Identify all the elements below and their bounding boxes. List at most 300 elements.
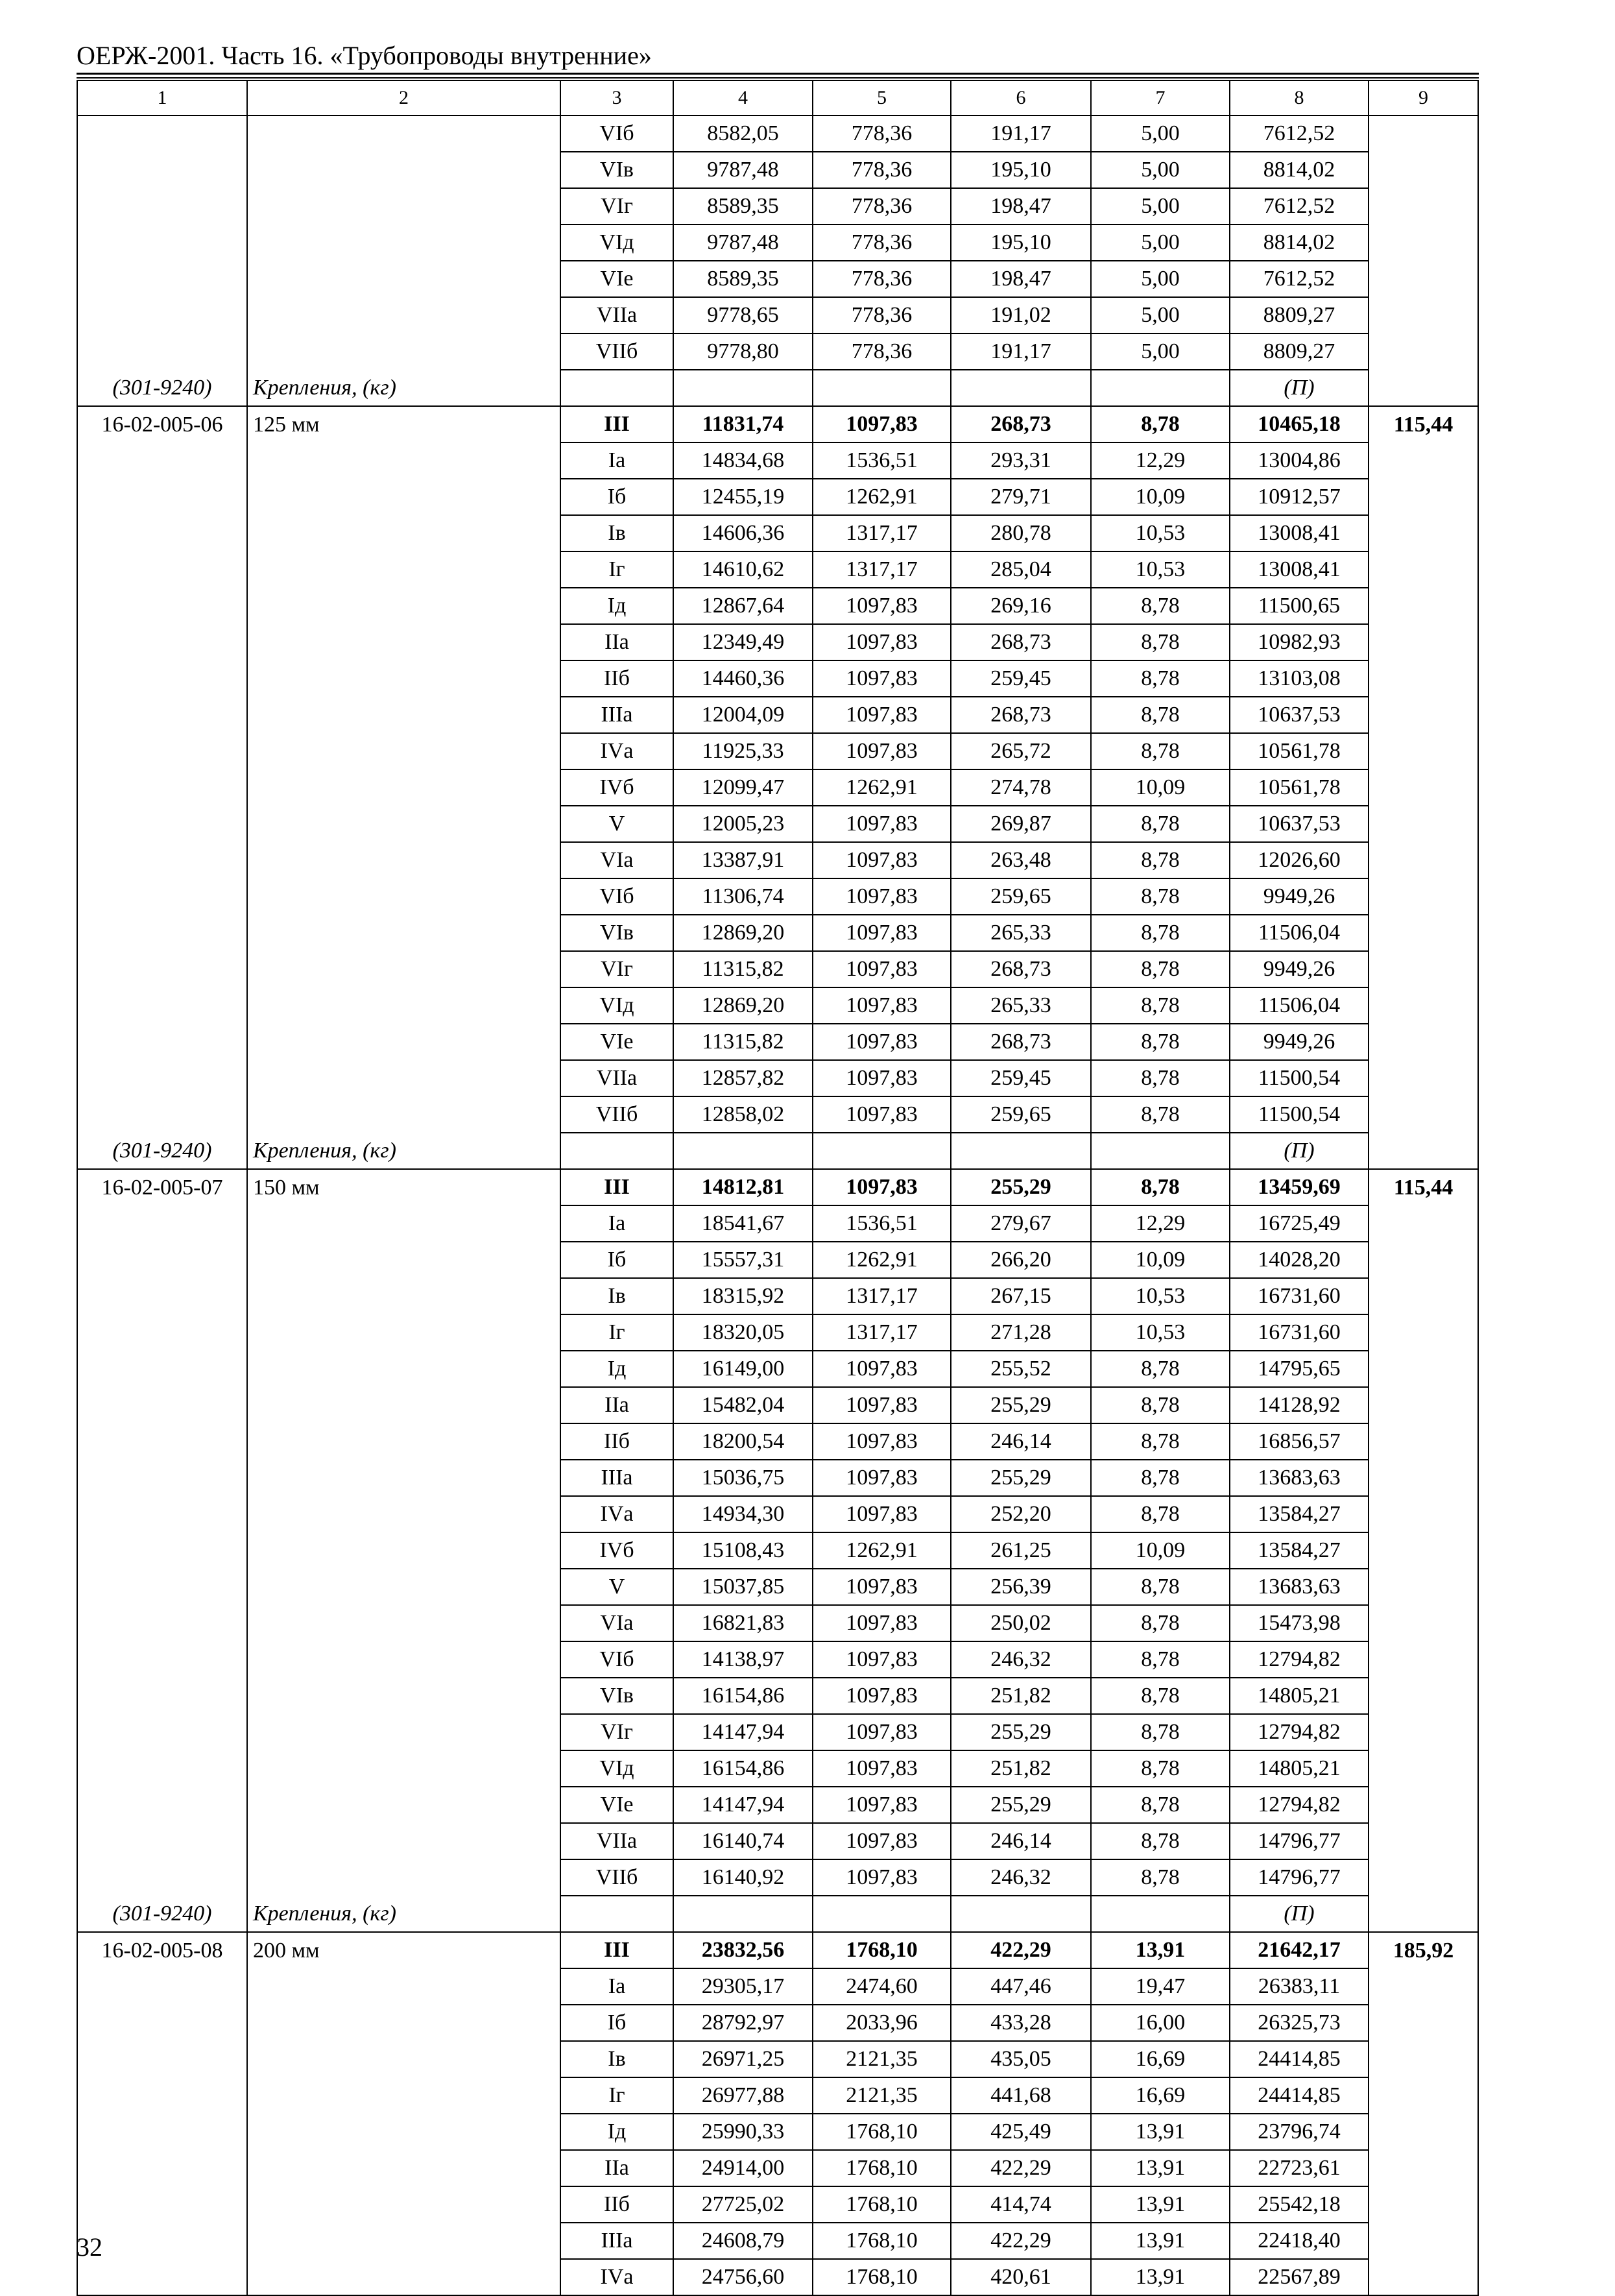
cell-materials: 22723,61 <box>1230 2150 1369 2186</box>
cell-region: VIе <box>560 261 673 297</box>
cell-region: VIе <box>560 1024 673 1060</box>
cell-code <box>77 733 247 769</box>
cell-wages: 778,36 <box>813 115 951 152</box>
cell-labor <box>1369 2223 1478 2259</box>
cell-total: 16154,86 <box>673 1678 813 1714</box>
cell-code <box>77 1787 247 1823</box>
cell-name <box>247 987 560 1024</box>
cell-total: 28792,97 <box>673 2005 813 2041</box>
fastening-label: Крепления, (кг) <box>247 370 560 406</box>
cell-code <box>77 1387 247 1423</box>
cell-wages: 1097,83 <box>813 1351 951 1387</box>
cell-machines: 191,02 <box>951 297 1091 333</box>
cell-wages: 778,36 <box>813 333 951 370</box>
cell-total: 15482,04 <box>673 1387 813 1423</box>
cell-code <box>77 1823 247 1859</box>
cell-machines: 246,14 <box>951 1823 1091 1859</box>
cell-machines: 285,04 <box>951 551 1091 588</box>
cell-machines: 435,05 <box>951 2041 1091 2077</box>
cell-region: IIIа <box>560 1460 673 1496</box>
cell-materials: 10637,53 <box>1230 697 1369 733</box>
cell-code <box>77 224 247 261</box>
column-number: 5 <box>813 80 951 115</box>
cell-driver-wages: 8,78 <box>1091 1096 1230 1133</box>
page-number: 32 <box>77 2232 102 2262</box>
cell-total: 16821,83 <box>673 1605 813 1641</box>
table-row <box>77 1823 1478 1859</box>
cell-region: VIIб <box>560 1859 673 1896</box>
table-row <box>77 2041 1478 2077</box>
cell-name: 125 мм <box>247 406 560 442</box>
column-number: 4 <box>673 80 813 115</box>
cell-labor <box>1369 1024 1478 1060</box>
cell-materials: 12794,82 <box>1230 1641 1369 1678</box>
cell-wages: 778,36 <box>813 297 951 333</box>
cell-total: 24914,00 <box>673 2150 813 2186</box>
cell-name <box>247 1532 560 1569</box>
cell-labor: 115,44 <box>1369 406 1478 442</box>
cell-machines: 255,29 <box>951 1787 1091 1823</box>
cell-total: 15036,75 <box>673 1460 813 1496</box>
cell-region: VIв <box>560 152 673 188</box>
cell-code <box>77 1205 247 1242</box>
table-row <box>77 152 1478 188</box>
cell-machines: 422,29 <box>951 2150 1091 2186</box>
cell-code <box>77 2005 247 2041</box>
cell-region: VIб <box>560 878 673 915</box>
cell-materials: 14128,92 <box>1230 1387 1369 1423</box>
cell-machines: 263,48 <box>951 842 1091 878</box>
cell-total: 13387,91 <box>673 842 813 878</box>
cell-driver-wages: 8,78 <box>1091 1169 1230 1205</box>
table-row <box>77 188 1478 224</box>
cell-empty <box>560 1133 673 1169</box>
cell-total: 12857,82 <box>673 1060 813 1096</box>
table-row <box>77 624 1478 660</box>
cell-machines: 255,29 <box>951 1460 1091 1496</box>
cell-empty <box>1369 370 1478 406</box>
fastening-value: (П) <box>1230 1896 1369 1932</box>
cell-name <box>247 479 560 515</box>
cell-region: Iв <box>560 515 673 551</box>
cell-code <box>77 551 247 588</box>
cell-total: 11831,74 <box>673 406 813 442</box>
cell-driver-wages: 8,78 <box>1091 1569 1230 1605</box>
cell-materials: 13008,41 <box>1230 551 1369 588</box>
cell-wages: 778,36 <box>813 188 951 224</box>
cell-code <box>77 1532 247 1569</box>
cell-materials: 7612,52 <box>1230 115 1369 152</box>
cell-name <box>247 951 560 987</box>
cell-region: V <box>560 1569 673 1605</box>
cell-code <box>77 188 247 224</box>
cell-total: 14147,94 <box>673 1714 813 1750</box>
cell-empty <box>673 1133 813 1169</box>
cell-driver-wages: 8,78 <box>1091 987 1230 1024</box>
cell-total: 8589,35 <box>673 188 813 224</box>
cell-region: VIIб <box>560 333 673 370</box>
fastening-row <box>77 1896 1478 1932</box>
column-number: 9 <box>1369 80 1478 115</box>
table-row <box>77 333 1478 370</box>
cell-materials: 9949,26 <box>1230 951 1369 987</box>
cell-wages: 1097,83 <box>813 1060 951 1096</box>
table-row <box>77 842 1478 878</box>
cell-machines: 279,71 <box>951 479 1091 515</box>
cell-name <box>247 152 560 188</box>
table-row <box>77 769 1478 806</box>
cell-code <box>77 660 247 697</box>
cell-labor <box>1369 2077 1478 2114</box>
cell-name <box>247 1242 560 1278</box>
column-number: 1 <box>77 80 247 115</box>
cell-name <box>247 769 560 806</box>
fastening-code: (301-9240) <box>77 1133 247 1169</box>
cell-region: VIа <box>560 842 673 878</box>
table-row <box>77 1569 1478 1605</box>
cell-labor <box>1369 806 1478 842</box>
cell-region: IVб <box>560 769 673 806</box>
cell-name <box>247 261 560 297</box>
cell-driver-wages: 8,78 <box>1091 697 1230 733</box>
table-row <box>77 551 1478 588</box>
cell-region: IIIа <box>560 2223 673 2259</box>
cell-region: VIг <box>560 951 673 987</box>
cell-total: 11306,74 <box>673 878 813 915</box>
cell-labor <box>1369 1060 1478 1096</box>
cell-machines: 195,10 <box>951 152 1091 188</box>
cell-materials: 25542,18 <box>1230 2186 1369 2223</box>
cell-region: III <box>560 406 673 442</box>
cell-labor <box>1369 842 1478 878</box>
table-row <box>77 878 1478 915</box>
cell-code <box>77 1605 247 1641</box>
cell-driver-wages: 16,69 <box>1091 2041 1230 2077</box>
cell-driver-wages: 8,78 <box>1091 624 1230 660</box>
cell-labor <box>1369 479 1478 515</box>
cell-region: Iг <box>560 551 673 588</box>
cell-name <box>247 297 560 333</box>
cell-materials: 24414,85 <box>1230 2041 1369 2077</box>
cell-total: 27725,02 <box>673 2186 813 2223</box>
table-row <box>77 697 1478 733</box>
cell-labor <box>1369 660 1478 697</box>
cell-wages: 1097,83 <box>813 878 951 915</box>
cell-machines: 256,39 <box>951 1569 1091 1605</box>
cell-driver-wages: 8,78 <box>1091 1714 1230 1750</box>
cell-materials: 13459,69 <box>1230 1169 1369 1205</box>
cell-region: VIд <box>560 224 673 261</box>
cell-materials: 13683,63 <box>1230 1460 1369 1496</box>
cell-materials: 10637,53 <box>1230 806 1369 842</box>
cell-wages: 778,36 <box>813 224 951 261</box>
cell-wages: 1097,83 <box>813 406 951 442</box>
cell-code <box>77 1278 247 1314</box>
cell-total: 14606,36 <box>673 515 813 551</box>
cell-name <box>247 2186 560 2223</box>
table-row <box>77 2114 1478 2150</box>
cell-machines: 265,72 <box>951 733 1091 769</box>
cell-materials: 11506,04 <box>1230 987 1369 1024</box>
cell-code <box>77 1242 247 1278</box>
cell-driver-wages: 19,47 <box>1091 1968 1230 2005</box>
cell-labor <box>1369 878 1478 915</box>
cell-materials: 15473,98 <box>1230 1605 1369 1641</box>
cell-labor <box>1369 951 1478 987</box>
cell-driver-wages: 8,78 <box>1091 1750 1230 1787</box>
column-numbers-row <box>77 80 1478 115</box>
table-row <box>77 660 1478 697</box>
cell-region: IIа <box>560 2150 673 2186</box>
cell-machines: 422,29 <box>951 2223 1091 2259</box>
cell-materials: 23796,74 <box>1230 2114 1369 2150</box>
cell-machines: 266,20 <box>951 1242 1091 1278</box>
cell-labor <box>1369 1242 1478 1278</box>
cell-name <box>247 1605 560 1641</box>
table-row <box>77 1314 1478 1351</box>
cell-total: 8582,05 <box>673 115 813 152</box>
cell-region: IIа <box>560 624 673 660</box>
cell-driver-wages: 8,78 <box>1091 1823 1230 1859</box>
cell-name <box>247 1569 560 1605</box>
cell-region: Iа <box>560 1968 673 2005</box>
cell-driver-wages: 10,53 <box>1091 1278 1230 1314</box>
cell-code <box>77 2077 247 2114</box>
cell-driver-wages: 13,91 <box>1091 2259 1230 2295</box>
cell-materials: 8814,02 <box>1230 152 1369 188</box>
cell-machines: 259,45 <box>951 660 1091 697</box>
cell-total: 15108,43 <box>673 1532 813 1569</box>
cell-materials: 13584,27 <box>1230 1496 1369 1532</box>
cell-labor <box>1369 1532 1478 1569</box>
cell-region: VIб <box>560 1641 673 1678</box>
cell-total: 11925,33 <box>673 733 813 769</box>
cell-labor <box>1369 115 1478 152</box>
cell-total: 11315,82 <box>673 1024 813 1060</box>
cell-total: 14812,81 <box>673 1169 813 1205</box>
cell-wages: 1768,10 <box>813 2114 951 2150</box>
cell-code <box>77 842 247 878</box>
cell-driver-wages: 5,00 <box>1091 152 1230 188</box>
cell-wages: 2033,96 <box>813 2005 951 2041</box>
cell-wages: 1768,10 <box>813 2186 951 2223</box>
cell-driver-wages: 13,91 <box>1091 2114 1230 2150</box>
page-header-title: ОЕРЖ-2001. Часть 16. «Трубопроводы внутренние» <box>77 41 652 70</box>
cell-labor <box>1369 1678 1478 1714</box>
table-row <box>77 1060 1478 1096</box>
table-row <box>77 987 1478 1024</box>
cell-materials: 26383,11 <box>1230 1968 1369 2005</box>
cell-name <box>247 1750 560 1787</box>
cell-labor <box>1369 1823 1478 1859</box>
cell-wages: 1317,17 <box>813 515 951 551</box>
cell-labor <box>1369 261 1478 297</box>
cell-code <box>77 915 247 951</box>
cell-materials: 14805,21 <box>1230 1678 1369 1714</box>
cell-labor <box>1369 1314 1478 1351</box>
cell-labor <box>1369 588 1478 624</box>
cell-name <box>247 842 560 878</box>
cell-machines: 425,49 <box>951 2114 1091 2150</box>
cell-region: Iб <box>560 1242 673 1278</box>
cell-labor <box>1369 1714 1478 1750</box>
cell-region: IIб <box>560 1423 673 1460</box>
cell-materials: 7612,52 <box>1230 261 1369 297</box>
cell-name <box>247 2005 560 2041</box>
cell-region: III <box>560 1169 673 1205</box>
table-row <box>77 1387 1478 1423</box>
cell-empty <box>951 370 1091 406</box>
cell-name <box>247 188 560 224</box>
cell-labor <box>1369 624 1478 660</box>
cell-code <box>77 261 247 297</box>
cell-wages: 778,36 <box>813 152 951 188</box>
cell-wages: 1097,83 <box>813 1569 951 1605</box>
cell-region: IVб <box>560 1532 673 1569</box>
cell-wages: 1262,91 <box>813 1532 951 1569</box>
cell-labor <box>1369 1387 1478 1423</box>
cell-labor <box>1369 1096 1478 1133</box>
cell-driver-wages: 8,78 <box>1091 878 1230 915</box>
cell-driver-wages: 16,69 <box>1091 2077 1230 2114</box>
cell-materials: 13004,86 <box>1230 442 1369 479</box>
cell-code <box>77 806 247 842</box>
cell-wages: 1317,17 <box>813 1314 951 1351</box>
cell-labor <box>1369 515 1478 551</box>
cell-machines: 269,87 <box>951 806 1091 842</box>
table-row <box>77 261 1478 297</box>
cell-code: 16-02-005-06 <box>77 406 247 442</box>
cell-name <box>247 1823 560 1859</box>
cell-region: Iд <box>560 588 673 624</box>
cell-region: Iв <box>560 1278 673 1314</box>
cell-materials: 21642,17 <box>1230 1932 1369 1968</box>
section-header-row <box>77 1932 1478 1968</box>
cell-driver-wages: 8,78 <box>1091 915 1230 951</box>
cell-wages: 2121,35 <box>813 2041 951 2077</box>
cell-region: VIе <box>560 1787 673 1823</box>
cell-labor <box>1369 1423 1478 1460</box>
cell-total: 23832,56 <box>673 1932 813 1968</box>
table-row <box>77 1678 1478 1714</box>
cell-materials: 14795,65 <box>1230 1351 1369 1387</box>
cell-wages: 1097,83 <box>813 588 951 624</box>
cell-code <box>77 1678 247 1714</box>
cell-materials: 9949,26 <box>1230 1024 1369 1060</box>
cell-driver-wages: 8,78 <box>1091 806 1230 842</box>
cell-wages: 1768,10 <box>813 2259 951 2295</box>
fastening-value: (П) <box>1230 1133 1369 1169</box>
cell-wages: 1097,83 <box>813 842 951 878</box>
cell-wages: 1768,10 <box>813 1932 951 1968</box>
cell-wages: 1097,83 <box>813 987 951 1024</box>
table-row <box>77 915 1478 951</box>
fastening-row <box>77 370 1478 406</box>
cell-code <box>77 1351 247 1387</box>
cell-driver-wages: 10,09 <box>1091 1532 1230 1569</box>
cell-materials: 10982,93 <box>1230 624 1369 660</box>
cell-materials: 13683,63 <box>1230 1569 1369 1605</box>
table-row <box>77 1024 1478 1060</box>
cell-region: Iа <box>560 1205 673 1242</box>
cell-name <box>247 551 560 588</box>
table-row <box>77 2077 1478 2114</box>
cell-name <box>247 2150 560 2186</box>
cell-driver-wages: 8,78 <box>1091 1787 1230 1823</box>
cell-machines: 441,68 <box>951 2077 1091 2114</box>
cell-total: 12005,23 <box>673 806 813 842</box>
cell-empty <box>813 1133 951 1169</box>
table-row <box>77 1496 1478 1532</box>
cell-name <box>247 333 560 370</box>
cell-name <box>247 1641 560 1678</box>
cell-machines: 251,82 <box>951 1678 1091 1714</box>
cell-labor <box>1369 1278 1478 1314</box>
cell-region: IIа <box>560 1387 673 1423</box>
cell-machines: 268,73 <box>951 697 1091 733</box>
cell-total: 14834,68 <box>673 442 813 479</box>
cell-materials: 8814,02 <box>1230 224 1369 261</box>
cell-code <box>77 479 247 515</box>
cell-total: 15037,85 <box>673 1569 813 1605</box>
cell-materials: 14028,20 <box>1230 1242 1369 1278</box>
cell-code <box>77 878 247 915</box>
cell-name <box>247 1714 560 1750</box>
cell-machines: 255,52 <box>951 1351 1091 1387</box>
cell-code <box>77 1750 247 1787</box>
cell-machines: 198,47 <box>951 261 1091 297</box>
cell-empty <box>813 370 951 406</box>
cell-labor <box>1369 733 1478 769</box>
cell-name <box>247 2041 560 2077</box>
cell-total: 16154,86 <box>673 1750 813 1787</box>
table-row <box>77 1859 1478 1896</box>
cell-wages: 1097,83 <box>813 624 951 660</box>
cell-name <box>247 2223 560 2259</box>
cell-empty <box>951 1133 1091 1169</box>
cell-machines: 268,73 <box>951 624 1091 660</box>
table-row <box>77 1205 1478 1242</box>
cell-driver-wages: 10,53 <box>1091 551 1230 588</box>
cell-machines: 255,29 <box>951 1169 1091 1205</box>
table-row <box>77 2186 1478 2223</box>
cell-wages: 778,36 <box>813 261 951 297</box>
column-number: 8 <box>1230 80 1369 115</box>
cell-driver-wages: 5,00 <box>1091 188 1230 224</box>
cell-region: Iв <box>560 2041 673 2077</box>
cell-name <box>247 442 560 479</box>
cell-name <box>247 1314 560 1351</box>
cell-machines: 252,20 <box>951 1496 1091 1532</box>
cell-driver-wages: 13,91 <box>1091 2223 1230 2259</box>
table-row <box>77 515 1478 551</box>
cell-region: VIIа <box>560 1823 673 1859</box>
cell-region: III <box>560 1932 673 1968</box>
cell-wages: 1097,83 <box>813 1678 951 1714</box>
cell-total: 18315,92 <box>673 1278 813 1314</box>
cell-labor <box>1369 442 1478 479</box>
cell-machines: 191,17 <box>951 115 1091 152</box>
cell-region: IIб <box>560 660 673 697</box>
cell-materials: 26325,73 <box>1230 2005 1369 2041</box>
cell-machines: 198,47 <box>951 188 1091 224</box>
cell-region: VIб <box>560 115 673 152</box>
fastening-code: (301-9240) <box>77 1896 247 1932</box>
cell-materials: 14796,77 <box>1230 1859 1369 1896</box>
cell-wages: 1317,17 <box>813 551 951 588</box>
header-rule-top <box>77 73 1479 75</box>
table-row <box>77 2223 1478 2259</box>
